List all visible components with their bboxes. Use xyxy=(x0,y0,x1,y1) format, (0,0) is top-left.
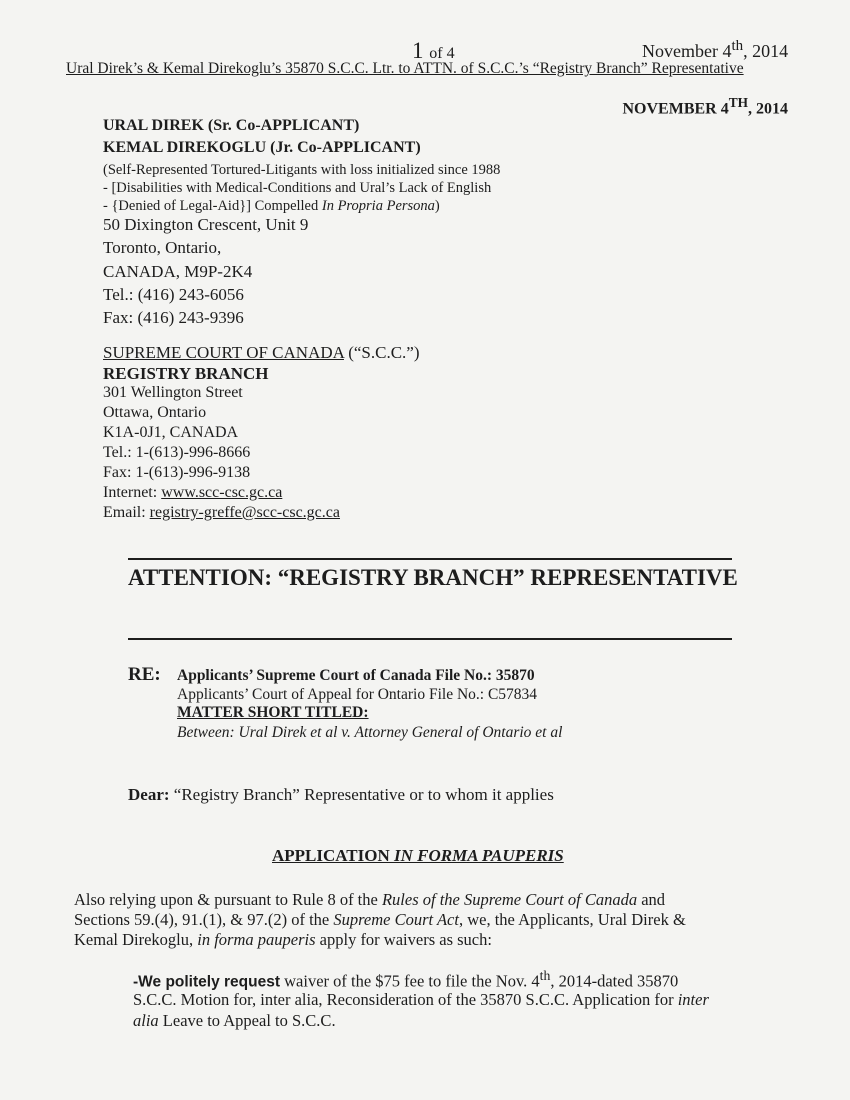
salutation-label: Dear: xyxy=(128,785,170,804)
paragraph-line-1 xyxy=(74,890,665,910)
request-line-1 xyxy=(133,968,678,992)
request-line-2 xyxy=(133,990,709,1010)
sender-note-1: (Self-Represented Tortured-Litigants with loss initialized since 1988 xyxy=(103,162,501,178)
request-sup: th xyxy=(539,968,551,983)
application-title xyxy=(272,846,564,866)
p2-act-title: Supreme Court Act xyxy=(333,910,459,929)
running-header-title: Ural Direk’s & Kemal Direkoglu’s 35870 S.C.C. Ltr. to ATTN. of S.C.C.’s “Registry Branch” Representative xyxy=(66,60,744,77)
recipient-tel: Tel.: 1-(613)-996-8666 xyxy=(103,444,251,461)
header-date-sup: th xyxy=(731,38,744,54)
header-date-year: , 2014 xyxy=(743,41,789,61)
sender-tel: Tel.: (416) 243-6056 xyxy=(103,285,244,304)
letter-date xyxy=(623,95,789,118)
internet-label: Internet: xyxy=(103,484,162,501)
re-matter-title: MATTER SHORT TITLED: xyxy=(177,704,369,721)
sender-name-2: KEMAL DIREKOGLU (Jr. Co-APPLICANT) xyxy=(103,139,421,156)
page-current: 1 xyxy=(412,38,424,63)
p1-c: and xyxy=(637,890,666,909)
sender-note-2: - [Disabilities with Medical-Conditions and Ural’s Lack of English xyxy=(103,180,492,196)
p3-c: apply for waivers as such: xyxy=(315,930,492,949)
recipient-internet xyxy=(103,484,282,502)
letter-date-sup: TH xyxy=(728,95,748,110)
p2-a: Sections 59.(4), 91.(1), & 97.(2) of the xyxy=(74,910,334,929)
recipient-court xyxy=(103,343,420,363)
sender-address-3: CANADA, M9P-2K4 xyxy=(103,262,253,281)
request-line-3 xyxy=(133,1011,336,1031)
p3-a: Kemal Direkoglu, xyxy=(74,930,198,949)
p1-rules-title: Rules of the Supreme Court of Canada xyxy=(381,890,638,909)
header-date-main: November 4 xyxy=(642,41,732,61)
request-lead: -We politely request xyxy=(133,973,280,991)
re-label: RE: xyxy=(128,664,161,685)
court-abbr: (“S.C.C.”) xyxy=(343,343,420,362)
re-scc-file: Applicants’ Supreme Court of Canada File No.: 35870 xyxy=(177,667,535,684)
attention-top-rule xyxy=(128,558,732,560)
recipient-fax: Fax: 1-(613)-996-9138 xyxy=(103,464,251,481)
sender-note-3 xyxy=(103,198,440,215)
note3-close: ) xyxy=(434,198,440,214)
letter-date-main: NOVEMBER 4 xyxy=(622,100,729,118)
paragraph-line-3 xyxy=(74,930,492,950)
sender-fax: Fax: (416) 243-9396 xyxy=(103,308,244,327)
p3-italic: in forma pauperis xyxy=(197,930,316,949)
request-2a: S.C.C. Motion for, inter alia, Reconsideration of the 35870 S.C.C. Application for xyxy=(133,990,678,1009)
recipient-address-2: Ottawa, Ontario xyxy=(103,404,207,421)
internet-link[interactable]: www.scc-csc.gc.ca xyxy=(161,484,283,501)
sender-name-1: URAL DIREK (Sr. Co-APPLICANT) xyxy=(103,117,360,134)
recipient-address-3: K1A-0J1, CANADA xyxy=(103,424,239,441)
sender-address-1: 50 Dixington Crescent, Unit 9 xyxy=(103,215,309,234)
email-label: Email: xyxy=(103,504,150,521)
recipient-email xyxy=(103,504,340,522)
recipient-branch: REGISTRY BRANCH xyxy=(103,364,269,383)
recipient-address-1: 301 Wellington Street xyxy=(103,384,243,401)
re-between: Between: Ural Direk et al v. Attorney General of Ontario et al xyxy=(177,724,563,741)
header-date xyxy=(642,38,788,62)
note3-italic: In Propria Persona xyxy=(321,198,435,214)
page-total: of 4 xyxy=(429,45,455,62)
sender-address-2: Toronto, Ontario, xyxy=(103,238,222,257)
re-ca-file: Applicants’ Court of Appeal for Ontario File No.: C57834 xyxy=(177,686,538,703)
note3-text: - {Denied of Legal-Aid}] Compelled xyxy=(103,198,322,214)
p2-c: , we, the Applicants, Ural Direk & xyxy=(458,910,686,929)
request-1c: , 2014-dated 35870 xyxy=(550,971,679,991)
salutation-text: “Registry Branch” Representative or to whom it applies xyxy=(169,785,554,804)
letter-date-year: , 2014 xyxy=(748,100,788,118)
application-title-italic: IN FORMA PAUPERIS xyxy=(394,846,564,865)
request-3b: Leave to Appeal to S.C.C. xyxy=(158,1011,336,1030)
p1-a: Also relying upon & pursuant to Rule 8 of the xyxy=(74,890,382,909)
email-link[interactable]: registry-greffe@scc-csc.gc.ca xyxy=(149,504,340,521)
attention-heading: ATTENTION: “REGISTRY BRANCH” REPRESENTATIVE xyxy=(128,565,738,590)
court-name: SUPREME COURT OF CANADA xyxy=(103,343,344,362)
paragraph-line-2 xyxy=(74,910,686,930)
request-2b: inter xyxy=(677,990,709,1009)
request-1b: waiver of the $75 fee to file the Nov. 4 xyxy=(280,971,540,991)
application-title-text: APPLICATION xyxy=(272,846,394,865)
salutation xyxy=(128,785,554,805)
request-3a: alia xyxy=(133,1011,159,1030)
attention-bottom-rule xyxy=(128,638,732,640)
